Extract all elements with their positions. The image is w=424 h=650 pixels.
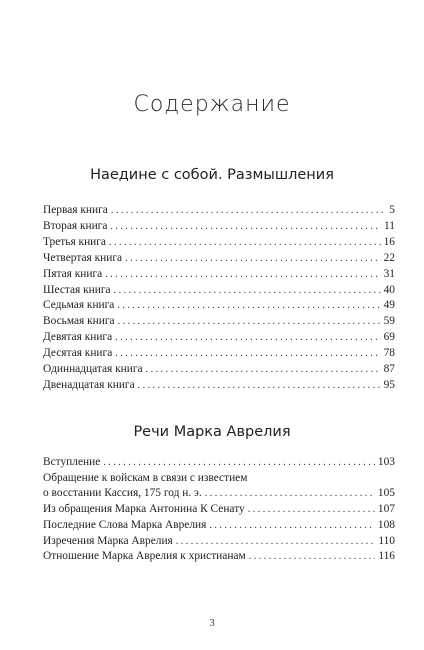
dot-leader — [111, 204, 386, 219]
toc-entry[interactable] — [43, 330, 395, 346]
toc-entry[interactable] — [43, 346, 395, 362]
section-title-speeches: Речи Марка Аврелия — [133, 424, 291, 440]
toc-entry[interactable] — [43, 267, 395, 283]
toc-list-meditations — [43, 203, 395, 394]
toc-entry-label: Двенадцатая книга — [43, 378, 135, 391]
toc-entry-label: Третья книга — [43, 235, 106, 248]
toc-entry[interactable] — [43, 534, 395, 550]
toc-entry-page: 110 — [378, 534, 395, 547]
toc-entry-page: 40 — [383, 283, 395, 296]
toc-entry-page: 5 — [389, 204, 395, 216]
dot-leader — [125, 252, 381, 267]
dot-leader — [110, 220, 381, 235]
toc-entry-label: Вступление — [43, 456, 101, 468]
toc-entry-page: 78 — [383, 347, 395, 360]
toc-entry-label: Девятая книга — [43, 331, 113, 344]
toc-entry-label: Изречения Марка Аврелия — [43, 534, 173, 547]
dot-leader — [115, 347, 380, 362]
toc-entry[interactable] — [43, 549, 395, 565]
toc-entry[interactable] — [43, 378, 395, 394]
toc-entry-page: 69 — [383, 331, 395, 344]
toc-entry-label: Седьмая книга — [43, 299, 115, 312]
toc-entry-label: Четвертая книга — [43, 251, 123, 264]
toc-entry-page: 31 — [383, 267, 395, 280]
toc-entry-label: Вторая книга — [43, 219, 108, 232]
toc-entry-page: 105 — [377, 486, 395, 499]
toc-entry-page: 59 — [383, 315, 395, 328]
toc-entry[interactable] — [43, 314, 395, 330]
dot-leader — [249, 550, 376, 565]
toc-entry-page: 22 — [383, 251, 395, 264]
section-title-meditations: Наедине с собой. Размышления — [90, 167, 334, 183]
toc-entry-label: о восстании Кассия, 175 год н. э. — [43, 486, 202, 499]
toc-entry[interactable] — [43, 518, 395, 534]
toc-entry-label: Восьмая книга — [43, 315, 115, 328]
dot-leader — [109, 236, 381, 251]
toc-entry-page: 103 — [377, 456, 395, 468]
dot-leader — [146, 363, 381, 378]
dot-leader — [248, 503, 375, 518]
page-title: Содержание — [133, 92, 291, 117]
toc-entry-label: Из обращения Марка Антонина К Сенату — [43, 502, 245, 515]
toc-entry-page: 108 — [377, 518, 395, 531]
toc-entry[interactable] — [43, 219, 395, 235]
toc-entry[interactable] — [43, 203, 395, 219]
toc-entry[interactable] — [43, 251, 395, 267]
dot-leader — [138, 379, 381, 394]
toc-entry-page: 95 — [383, 378, 395, 391]
toc-entry-label-line1: Обращение к войскам в связи с известием — [43, 471, 248, 484]
toc-entry-page: 116 — [378, 550, 395, 563]
toc-entry-label: Шестая книга — [43, 283, 111, 296]
toc-entry[interactable] — [43, 471, 395, 502]
dot-leader — [105, 268, 380, 283]
toc-entry-page: 107 — [377, 502, 395, 515]
dot-leader — [115, 331, 380, 346]
toc-entry-label: Последние Слова Марка Аврелия — [43, 518, 207, 531]
toc-entry-page: 11 — [384, 219, 395, 232]
toc-entry[interactable] — [43, 235, 395, 251]
page-number: 3 — [209, 617, 215, 629]
toc-entry-page: 49 — [383, 299, 395, 312]
toc-entry-line2 — [43, 486, 395, 502]
toc-entry-label: Отношение Марка Аврелия к христианам — [43, 550, 246, 563]
toc-entry-page: 87 — [383, 363, 395, 376]
toc-entry[interactable] — [43, 283, 395, 299]
toc-entry[interactable] — [43, 455, 395, 471]
dot-leader — [114, 284, 381, 299]
dot-leader — [118, 315, 381, 330]
toc-entry-label: Десятая книга — [43, 347, 113, 360]
dot-leader — [209, 519, 375, 534]
toc-entry[interactable] — [43, 502, 395, 518]
toc-entry-label: Первая книга — [43, 204, 108, 216]
toc-entry-label: Одиннадцатая книга — [43, 363, 143, 376]
toc-entry[interactable] — [43, 362, 395, 378]
toc-entry[interactable] — [43, 298, 395, 314]
toc-entry-page: 16 — [383, 235, 395, 248]
dot-leader — [103, 456, 375, 471]
dot-leader — [205, 487, 375, 502]
dot-leader — [117, 299, 380, 314]
dot-leader — [176, 535, 376, 550]
toc-list-speeches — [43, 455, 395, 565]
toc-entry-label: Пятая книга — [43, 267, 103, 280]
